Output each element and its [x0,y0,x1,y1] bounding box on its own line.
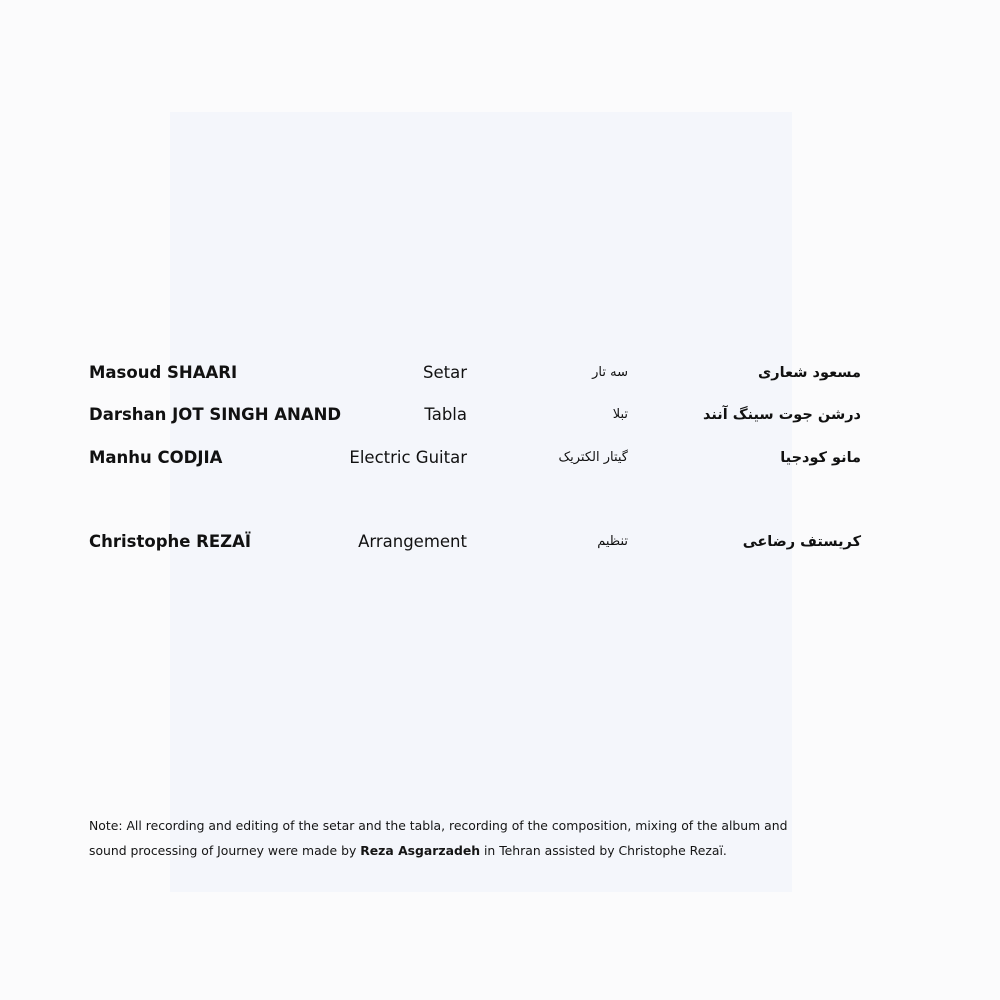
performer-name: Darshan JOT SINGH ANAND [89,405,342,424]
note-text: sound processing of Journey were made by [89,843,361,858]
performer-role: Arrangement [358,532,467,551]
performer-role: Setar [423,363,467,382]
performer-name-persian: مانو کودجیا [780,450,861,466]
note-line-1: Note: All recording and editing of the setar and the tabla, recording of the composition, mixing of the album and [89,818,788,833]
performer-name-persian: درشن جوت سینگ آنند [702,407,861,423]
performer-name-persian: مسعود شعاری [757,365,861,381]
performer-role: Electric Guitar [349,448,467,467]
credit-row [0,527,1000,557]
credits-note [89,813,889,863]
engineer-name: Reza Asgarzadeh [360,843,481,858]
note-text: in Tehran assisted by Christophe Rezaï. [480,843,727,858]
performer-name: Masoud SHAARI [89,363,238,382]
performer-role-persian: سه تار [592,365,628,380]
performer-role-persian: گیتار الکتریک [558,450,628,465]
performer-name: Manhu CODJIA [89,448,223,467]
performer-name-persian: کریستف رضاعی [742,534,861,550]
background-panel [170,112,792,892]
credit-row [0,400,1000,430]
performer-name: Christophe REZAÏ [89,532,252,551]
credit-row [0,443,1000,473]
performer-role: Tabla [424,405,467,424]
credit-row [0,358,1000,388]
performer-role-persian: تبلا [612,407,628,422]
performer-role-persian: تنظیم [597,534,628,549]
note-line-2 [89,838,889,863]
